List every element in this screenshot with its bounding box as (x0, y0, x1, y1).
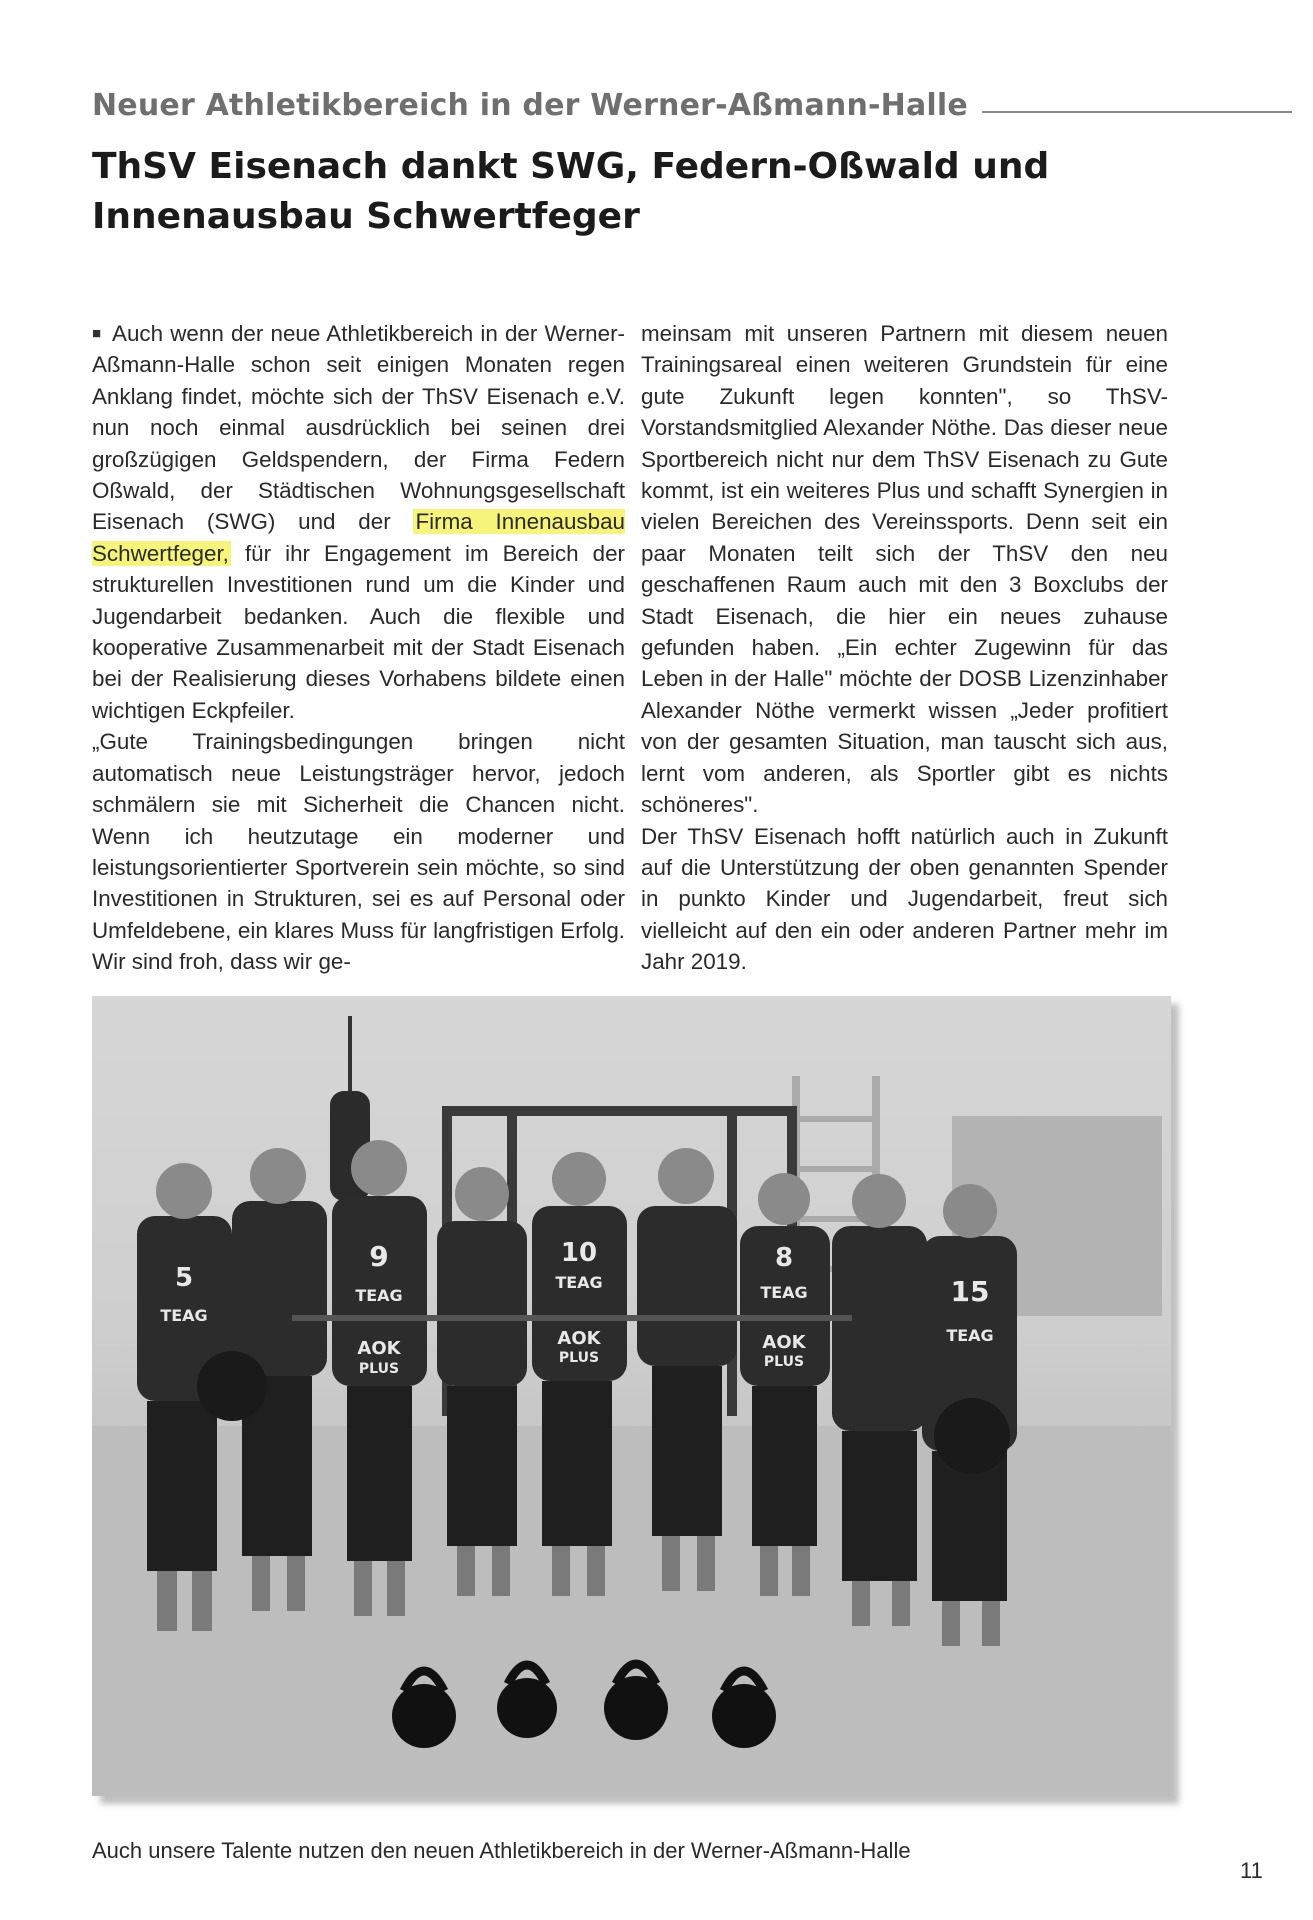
article-column-left (92, 318, 625, 978)
jersey-sponsor-teag: TEAG (355, 1286, 403, 1305)
left-paragraph-2: „Gute Trainingsbedingungen bringen nicht automatisch neue Leistungsträger hervor, jedoch schmälern sie mit Sicherheit die Chancen nicht. Wenn ich heutzutage ein moderner und leistungsorientierter Sportverein sein möchte, so sind Investitionen in Strukturen, sei es auf Personal oder Umfeldebene, ein klares Muss für langfristigen Erfolg. Wir sind froh, dass wir ge- (92, 729, 625, 975)
right-paragraph-2: Der ThSV Eisenach hofft natürlich auch in Zukunft auf die Unterstützung der oben genannten Spender in punkto Kinder und Jugendarbeit, freut sich vielleicht auf den ein oder anderen Partner mehr im Jahr 2019. (641, 823, 1168, 975)
article-headline (92, 142, 1172, 242)
left-p1-text: Auch wenn der neue Athletikbereich in der Werner-Aßmann-Halle schon seit einigen Monaten regen Anklang findet, möchte sich der ThSV Eisenach e.V. nun noch einmal ausdrücklich bei seinen drei großzügigen Geldspendern, der Firma Federn Oßwald, der Städtischen Wohnungsgesellschaft Eisenach (SWG) und der (92, 321, 625, 535)
highlighted-text: Firma Innenausbau Schwertfeger, (92, 509, 625, 566)
kicker-rule (982, 111, 1292, 113)
headline-line-1: ThSV Eisenach dankt SWG, Federn-Oßwald und (92, 146, 1050, 187)
team-photo-illustration (92, 996, 1171, 1796)
page-number: 11 (1240, 1858, 1263, 1883)
jersey-number-15: 15 (950, 1275, 990, 1308)
team-photo (92, 996, 1171, 1796)
medicine-ball-icon (934, 1398, 1010, 1474)
jersey-sponsor-teag: TEAG (760, 1283, 808, 1302)
left-paragraph-1 (92, 318, 625, 726)
jersey-sponsor-aok: AOK (557, 1328, 601, 1349)
jersey-number-10: 10 (560, 1238, 598, 1268)
medicine-ball-icon (197, 1351, 267, 1421)
jersey-sponsor-teag: TEAG (160, 1306, 208, 1325)
jersey-sponsor-teag: TEAG (946, 1326, 994, 1345)
jersey-number-8: 8 (774, 1243, 794, 1273)
right-paragraph-1: meinsam mit unseren Partnern mit diesem neuen Trainingsareal einen weiteren Grundstein für eine gute Zukunft legen konnten", so ThSV-Vorstandsmitglied Alexander Nöthe. Das dieser neue Sportbereich nicht nur dem ThSV Eisenach zu Gute kommt, ist ein weiteres Plus und schafft Synergien in vielen Bereichen des Vereinssports. Denn seit ein paar Monaten teilt sich der ThSV den neu geschaffenen Raum auch mit den 3 Boxclubs der Stadt Eisenach, die hier ein neues zuhause gefunden haben. „Ein echter Zugewinn für das Leben in der Halle" möchte der DOSB Lizenzinhaber Alexander Nöthe vermerkt wissen „Jeder profitiert von der gesamten Situation, man tauscht sich aus, lernt vom anderen, als Sportler gibt es nichts schöneres". (641, 321, 1168, 818)
jersey-number-9: 9 (369, 1240, 389, 1273)
article-column-right (641, 318, 1168, 978)
jersey-sponsor-plus: PLUS (763, 1354, 805, 1370)
photo-caption: Auch unsere Talente nutzen den neuen Athletikbereich in der Werner-Aßmann-Halle (92, 1838, 911, 1863)
jersey-sponsor-teag: TEAG (555, 1273, 603, 1292)
jersey-sponsor-aok: AOK (357, 1338, 401, 1359)
article-kicker (92, 88, 1292, 123)
kicker-text: Neuer Athletikbereich in der Werner-Aßmann-Halle (92, 88, 968, 123)
jersey-number-5: 5 (174, 1263, 194, 1293)
left-p1-text-continued: für ihr Engagement im Bereich der strukturellen Investitionen rund um die Kinder und Jugendarbeit bedanken. Auch die flexible und kooperative Zusammenarbeit mit der Stadt Eisenach bei der Realisierung dieses Vorhabens bildete einen wichtigen Eckpfeiler. (92, 540, 625, 723)
bullet-icon: ■ (92, 325, 103, 342)
jersey-sponsor-plus: PLUS (558, 1350, 600, 1366)
jersey-sponsor-plus: PLUS (358, 1361, 400, 1377)
jersey-sponsor-aok: AOK (762, 1332, 806, 1353)
headline-line-2: Innenausbau Schwertfeger (92, 196, 640, 237)
